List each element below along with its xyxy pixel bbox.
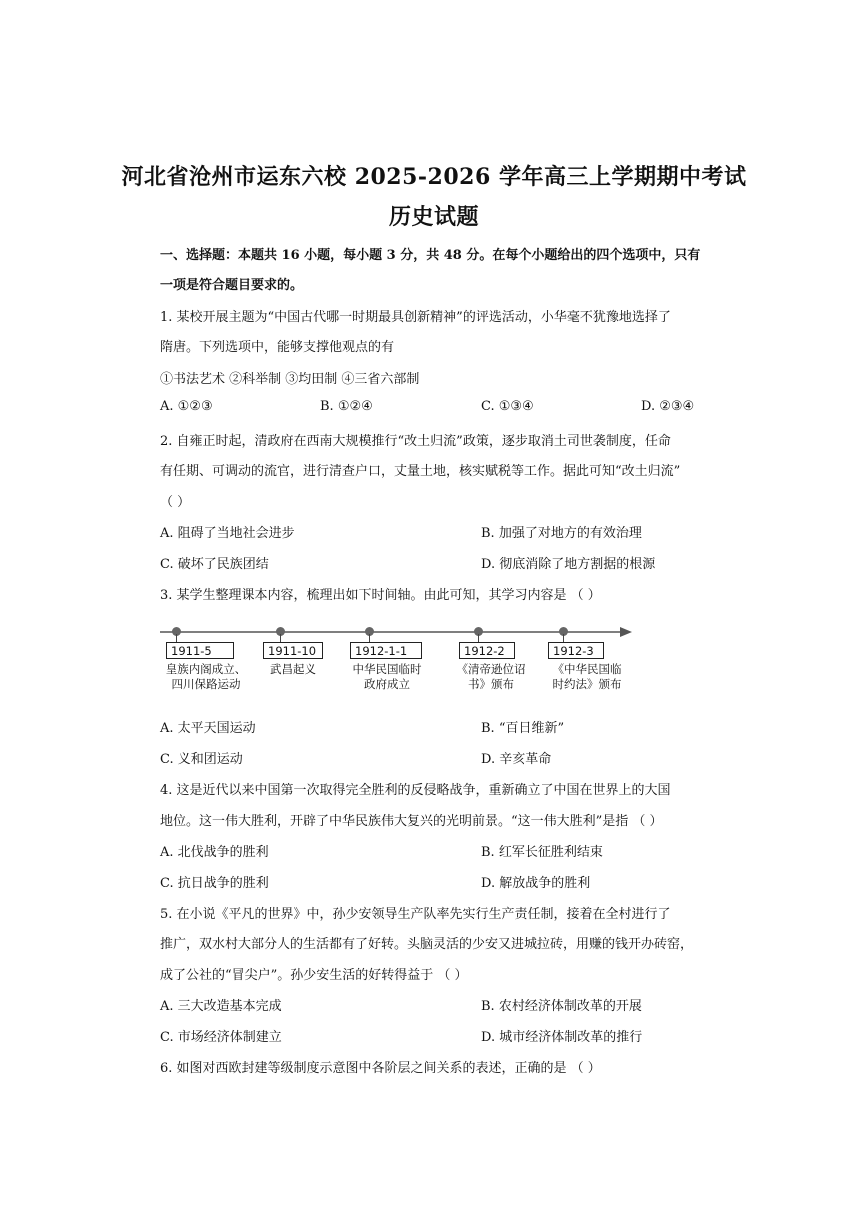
question-1-option-b: B. ①②④ xyxy=(320,399,373,414)
exam-title-line1: 河北省沧州市运东六校 2025-2026 学年高三上学期期中考试 xyxy=(121,164,747,190)
timeline-event-5 xyxy=(542,662,632,692)
timeline-stem-3 xyxy=(369,634,370,642)
timeline-date-1: 1911-5 xyxy=(166,642,234,659)
timeline-date-4: 1912-2 xyxy=(459,642,515,659)
question-5-text-cont: 推广，双水村大部分人的生活都有了好转。头脑灵活的少安又进城拉砖，用赚的钱开办砖窑， xyxy=(160,937,694,952)
question-3-option-c: C. 义和团运动 xyxy=(160,752,243,767)
timeline-event-4-line2: 书》颁布 xyxy=(468,677,514,691)
timeline-event-1-line2: 四川保路运动 xyxy=(171,677,241,691)
question-2-option-d: D. 彻底消除了地方割据的根源 xyxy=(481,557,656,572)
timeline-event-1-line1: 皇族内阁成立、 xyxy=(165,662,247,676)
question-2-option-b: B. 加强了对地方的有效治理 xyxy=(481,526,642,541)
question-4-text-cont: 地位。这一伟大胜利，开辟了中华民族伟大复兴的光明前景。“这一伟大胜利”是指 （ ） xyxy=(160,814,663,829)
question-2-text-cont: 有任期、可调动的流官，进行清查户口，丈量土地，核实赋税等工作。据此可知“改土归流” xyxy=(160,464,681,479)
timeline-date-5: 1912-3 xyxy=(548,642,604,659)
question-2-option-a: A. 阻碍了当地社会进步 xyxy=(160,526,295,541)
question-5-text-cont2: 成了公社的“冒尖户”。孙少安生活的好转得益于 （ ） xyxy=(160,968,468,983)
question-2-answer-bracket: （ ） xyxy=(160,495,191,510)
timeline-event-5-line1: 《中华民国临 xyxy=(552,662,622,676)
timeline-event-4-line1: 《清帝逊位诏 xyxy=(456,662,526,676)
timeline-event-3 xyxy=(344,662,430,692)
question-1-option-a: A. ①②③ xyxy=(160,399,213,414)
question-2-text: 2. 自雍正时起，清政府在西南大规模推行“改土归流”政策，逐步取消土司世袭制度，任命 xyxy=(160,434,671,449)
question-1-text-cont: 隋唐。下列选项中，能够支撑他观点的有 xyxy=(160,340,395,355)
question-2-option-c: C. 破坏了民族团结 xyxy=(160,557,269,572)
timeline-event-2-line1: 武昌起义 xyxy=(270,662,316,676)
question-6-text: 6. 如图对西欧封建等级制度示意图中各阶层之间关系的表述，正确的是 （ ） xyxy=(160,1061,601,1076)
timeline-event-1 xyxy=(160,662,252,692)
question-4-text: 4. 这是近代以来中国第一次取得完全胜利的反侵略战争，重新确立了中国在世界上的大国 xyxy=(160,783,671,798)
question-5-option-b: B. 农村经济体制改革的开展 xyxy=(481,999,642,1014)
timeline-stem-5 xyxy=(563,634,564,642)
question-3-option-b: B. “百日维新” xyxy=(481,721,565,736)
question-3-text: 3. 某学生整理课本内容，梳理出如下时间轴。由此可知，其学习内容是 （ ） xyxy=(160,588,601,603)
question-4-option-c: C. 抗日战争的胜利 xyxy=(160,876,269,891)
timeline-date-3: 1912-1-1 xyxy=(350,642,422,659)
section-heading: 一、选择题：本题共 16 小题，每小题 3 分，共 48 分。在每个小题给出的四个选项中，只有 xyxy=(160,248,701,263)
timeline-stem-1 xyxy=(176,634,177,642)
question-3-option-d: D. 辛亥革命 xyxy=(481,752,552,767)
timeline-event-4 xyxy=(448,662,534,692)
timeline-event-3-line1: 中华民国临时 xyxy=(352,662,422,676)
timeline-stem-4 xyxy=(478,634,479,642)
timeline-stem-2 xyxy=(280,634,281,642)
question-1-option-d: D. ②③④ xyxy=(641,399,695,414)
question-5-text: 5. 在小说《平凡的世界》中，孙少安领导生产队率先实行生产责任制，接着在全村进行了 xyxy=(160,907,671,922)
timeline-event-5-line2: 时约法》颁布 xyxy=(552,677,622,691)
question-1-items: ①书法艺术 ②科举制 ③均田制 ④三省六部制 xyxy=(160,372,420,387)
timeline-date-2: 1911-10 xyxy=(263,642,323,659)
timeline-event-2 xyxy=(256,662,330,677)
timeline-event-3-line2: 政府成立 xyxy=(364,677,410,691)
question-5-option-c: C. 市场经济体制建立 xyxy=(160,1030,282,1045)
exam-title-line2: 历史试题 xyxy=(388,204,479,230)
question-5-option-d: D. 城市经济体制改革的推行 xyxy=(481,1030,643,1045)
question-1-text: 1. 某校开展主题为“中国古代哪一时期最具创新精神”的评选活动，小华毫不犹豫地选择了 xyxy=(160,310,671,325)
question-3-option-a: A. 太平天国运动 xyxy=(160,721,256,736)
question-4-option-b: B. 红军长征胜利结束 xyxy=(481,845,603,860)
section-heading-cont: 一项是符合题目要求的。 xyxy=(160,278,304,293)
question-4-option-d: D. 解放战争的胜利 xyxy=(481,876,591,891)
question-5-option-a: A. 三大改造基本完成 xyxy=(160,999,282,1014)
question-1-option-c: C. ①③④ xyxy=(481,399,534,414)
question-4-option-a: A. 北伐战争的胜利 xyxy=(160,845,269,860)
